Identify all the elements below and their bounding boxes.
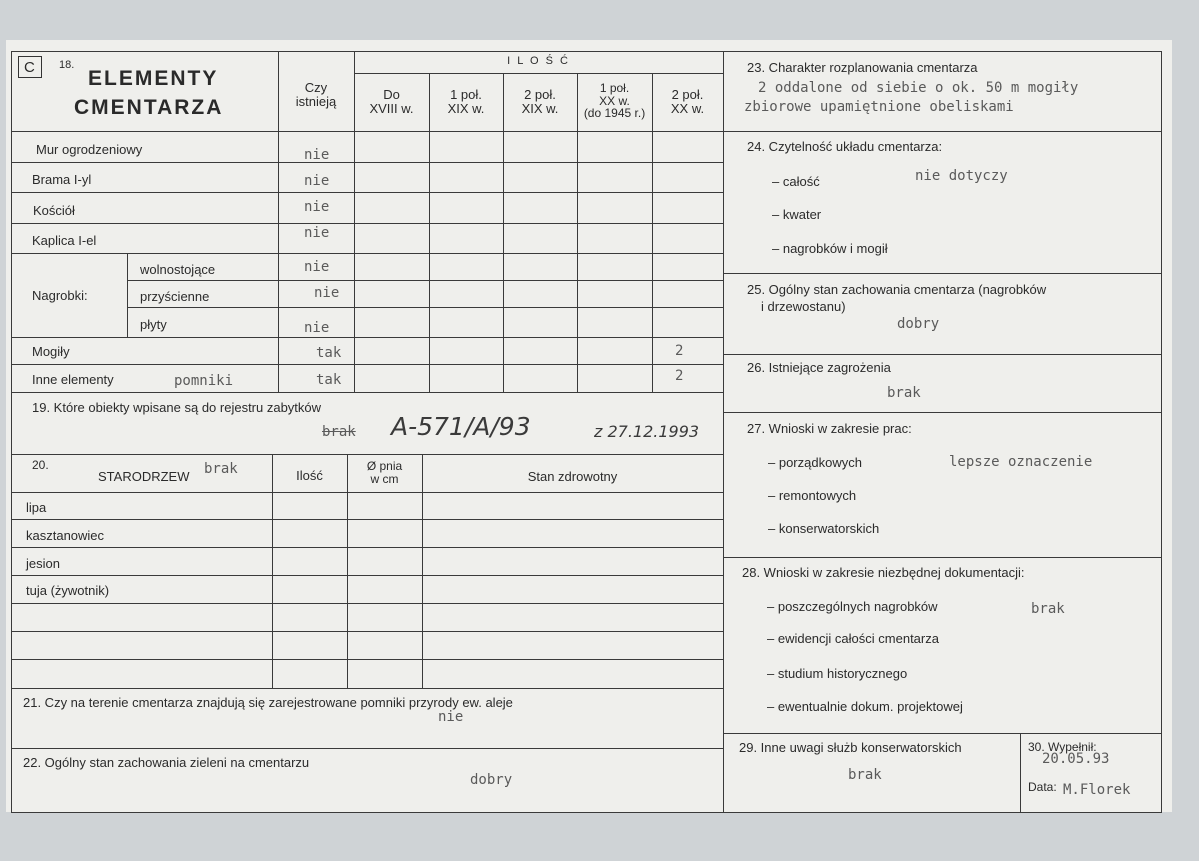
row-label-brama: Brama I-yl [32, 172, 92, 187]
tree-kasztanowiec: kasztanowiec [26, 528, 105, 543]
q26-label: 26. Istniejące zagrożenia [747, 360, 891, 375]
q19-register-number: A-571/A/93 [391, 412, 531, 441]
q30-data-label: Data: [1028, 780, 1057, 794]
q24-item-calosc: – całość [772, 174, 820, 189]
q24-label: 24. Czytelność układu cmentarza: [747, 139, 943, 154]
title-line-2: CMENTARZA [74, 96, 224, 119]
q19-brak: brak [322, 424, 356, 440]
q23-value-line2: zbiorowe upamiętnione obeliskami [744, 99, 1014, 115]
q27-item-porzadkowych: – porządkowych [768, 455, 862, 470]
col-period-2: 1 poł. XIX w. [447, 87, 485, 116]
nagrobki-label: Nagrobki: [32, 288, 88, 303]
col-period-1: Do XVIII w. [369, 87, 414, 116]
q19-register-date: z 27.12.1993 [594, 422, 700, 441]
q27-label: 27. Wnioski w zakresie prac: [747, 421, 912, 436]
col-period-3: 2 poł. XIX w. [521, 87, 559, 116]
q23-label: 23. Charakter rozplanowania cmentarza [747, 60, 978, 75]
q28-item-2: – ewidencji całości cmentarza [767, 631, 939, 646]
row-count-inne: 2 [675, 368, 684, 384]
row-extra-inne: pomniki [174, 373, 234, 389]
row-label-przyscienne: przyścienne [140, 289, 210, 304]
row-label-kosciol: Kościół [33, 203, 75, 218]
col-pnia: Ø pnia w cm [366, 459, 403, 486]
q25-label-cont: i drzewostanu) [761, 299, 846, 314]
section-letter-box [18, 56, 42, 78]
row-value-brama: nie [304, 173, 330, 189]
starodrzew-label: STARODRZEW [98, 469, 190, 484]
starodrzew-value: brak [204, 461, 238, 477]
q25-value: dobry [897, 316, 940, 332]
section-letter: C [24, 59, 35, 76]
row-value-wolnostojace: nie [304, 259, 330, 275]
field-number-18: 18. [59, 59, 75, 71]
q28-item-1: – poszczególnych nagrobków [767, 599, 938, 614]
q28-item-3: – studium historycznego [767, 666, 908, 681]
q30-date: 20.05.93 [1042, 751, 1110, 767]
row-label-plyty: płyty [140, 317, 167, 332]
q20-number: 20. [32, 458, 49, 472]
row-value-mogily: tak [316, 345, 342, 361]
row-value-mur: nie [304, 147, 330, 163]
row-value-przyscienne: nie [314, 285, 340, 301]
q30-label: 30. Wypełnił: [1028, 740, 1097, 754]
q23-value-line1: 2 oddalone od siebie o ok. 50 m mogiły [758, 80, 1079, 96]
q30-name: M.Florek [1063, 782, 1131, 798]
col-period-4: 1 poł. XX w. (do 1945 r.) [583, 81, 646, 121]
row-value-inne: tak [316, 372, 342, 388]
q28-value: brak [1031, 601, 1065, 617]
q25-label: 25. Ogólny stan zachowania cmentarza (nagrobków [747, 282, 1047, 297]
row-label-mur: Mur ogrodzeniowy [36, 142, 143, 157]
tree-jesion: jesion [26, 556, 60, 571]
form-sheet [6, 40, 1172, 812]
row-label-kaplica: Kaplica I-el [32, 233, 97, 248]
row-value-plyty: nie [304, 320, 330, 336]
tree-tuja: tuja (żywotnik) [26, 583, 110, 598]
q29-label: 29. Inne uwagi służb konserwatorskich [739, 740, 962, 755]
q19-label: 19. Które obiekty wpisane są do rejestru zabytków [32, 400, 322, 415]
row-count-mogily: 2 [675, 343, 684, 359]
row-label-wolnostojace: wolnostojące [140, 262, 216, 277]
q21-value: nie [438, 709, 464, 725]
q29-value: brak [848, 767, 882, 783]
q27-item-konserwatorskich: – konserwatorskich [768, 521, 880, 536]
col-ilosc: Ilość [296, 468, 323, 483]
row-label-inne: Inne elementy [32, 372, 114, 387]
row-value-kaplica: nie [304, 225, 330, 241]
q27-value: lepsze oznaczenie [949, 454, 1093, 470]
row-label-mogily: Mogiły [32, 344, 70, 359]
col-ilosc-header: I L O Ś Ć [507, 55, 570, 67]
tree-lipa: lipa [26, 500, 47, 515]
q24-item-nagrobkow: – nagrobków i mogił [772, 241, 888, 256]
q28-label: 28. Wnioski w zakresie niezbędnej dokumentacji: [742, 565, 1025, 580]
col-period-5: 2 poł. XX w. [670, 87, 705, 116]
q22-label: 22. Ogólny stan zachowania zieleni na cmentarzu [23, 755, 310, 770]
col-czy-istnieja: Czy istnieją [295, 80, 337, 109]
row-value-kosciol: nie [304, 199, 330, 215]
q21-label: 21. Czy na terenie cmentarza znajdują się zarejestrowane pomniki przyrody ew. aleje [23, 695, 513, 710]
q24-item-kwater: – kwater [772, 207, 822, 222]
q24-value: nie dotyczy [915, 168, 1008, 184]
q26-value: brak [887, 385, 921, 401]
col-stan-zdrowotny: Stan zdrowotny [527, 469, 618, 484]
q27-item-remontowych: – remontowych [768, 488, 857, 503]
q22-value: dobry [470, 772, 513, 788]
title-line-1: ELEMENTY [88, 67, 219, 90]
q28-item-4: – ewentualnie dokum. projektowej [767, 699, 963, 714]
